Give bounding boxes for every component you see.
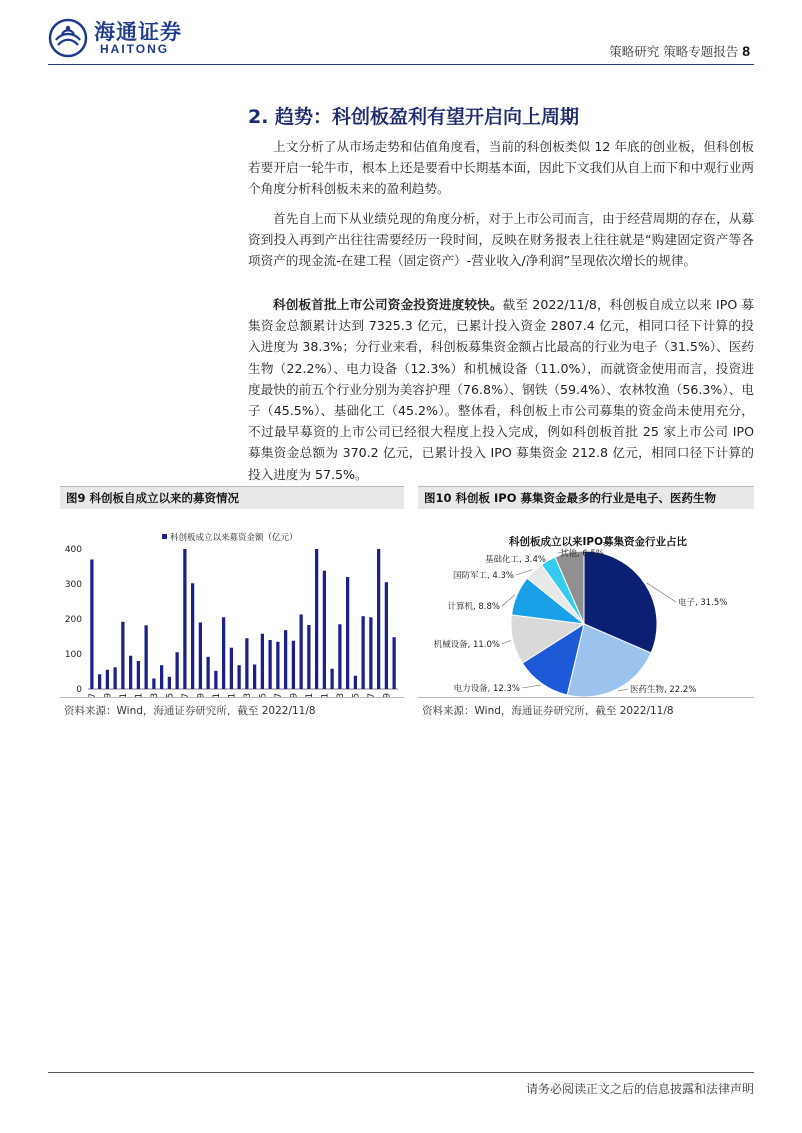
brand-name-cn: 海通证券 [94,19,182,44]
x-tick-label [336,693,346,697]
x-tick-label [196,693,206,697]
y-tick-label: 100 [64,650,82,660]
bar [183,549,186,689]
paragraph-3 [248,294,754,485]
header-divider [48,64,754,65]
x-tick-label [119,693,129,697]
pie-slice-label: 医药生物, 22.2% [630,685,697,695]
paragraph-2-text: 首先自上而下从业绩兑现的角度分析，对于上市公司而言，由于经营周期的存在，从募资到投入再到产出往往需要经历一段时间，反映在财务报表上往往就是“购建固定资产等各项资产的现金流-在建工程（固定资产）-营业收入/净利润”呈现依次增长的规律。 [248,211,754,269]
bar [237,665,240,689]
page-number: 8 [742,43,750,59]
x-tick-label [165,693,175,697]
bar [369,617,372,689]
figure-9-title: 图9 科创板自成立以来的募资情况 [60,487,404,509]
bar [121,622,124,689]
figure-10-source: 资料来源：Wind，海通证券研究所，截至 2022/11/8 [422,705,674,717]
x-tick-label [88,693,98,697]
paragraph-1-text: 上文分析了从市场走势和估值角度看，当前的科创板类似 12 年底的创业板，但科创板若要开启一轮牛市，根本上还是要看中长期基本面，因此下文我们从自上而下和中观行业两个角度分析科创板未来的盈利趋势。 [248,139,754,197]
bar [152,679,155,690]
brand-name-en: HAITONG [100,42,170,56]
x-tick-label [150,693,160,697]
bar [338,624,341,689]
fundraising-bar-chart [60,509,404,697]
y-tick-label: 300 [64,580,82,590]
pie-slice-label: 基础化工, 3.4% [485,555,546,565]
haitong-logo-icon [48,18,88,58]
bar [284,630,287,689]
x-tick-label [351,693,361,697]
bar [299,614,302,689]
bar [330,669,333,689]
bar [315,549,318,689]
bar [385,582,388,689]
x-tick-label [212,693,222,697]
pie-slice-label: 电力设备, 12.3% [453,684,520,694]
bar [245,638,248,689]
x-tick-label [320,693,330,697]
bar [175,652,178,689]
bar [377,549,380,689]
leader-line [502,595,515,606]
bar [144,625,147,689]
footer-disclaimer: 请务必阅读正文之后的信息披露和法律声明 [525,1082,754,1096]
y-tick-label: 400 [64,545,82,555]
pie-slice-label: 其他, 6.5% [560,549,604,559]
bar [199,623,202,690]
footer-divider [48,1072,754,1073]
bar [323,571,326,689]
bar [98,674,101,689]
bar [129,656,132,689]
x-tick-label [289,693,299,697]
y-tick-label: 0 [76,685,82,695]
bar [160,665,163,689]
pie-slice-label: 电子, 31.5% [678,598,728,608]
bar [191,583,194,689]
leader-line [618,689,628,691]
x-tick-label [367,693,377,697]
legend-swatch [162,534,167,539]
legend-label: 科创板成立以来募资金额（亿元） [170,533,298,543]
bar [346,577,349,689]
bar [214,671,217,689]
x-tick-label [258,693,268,697]
leader-line [522,685,540,688]
bar [361,616,364,689]
bar [307,625,310,689]
bar [230,648,233,689]
x-tick-label [181,693,191,697]
paragraph-3-text: 截至 2022/11/8，科创板自成立以来 IPO 募集资金总额累计达到 7325.3 亿元，已累计投入资金 2807.4 亿元，相同口径下计算的投入进度为 38.3%；分行业来看，科创板募集资金额占比最高的行业为电子（31.5%）、医药生物（22.2%）、电力设备（12.3%）和机械设备（11.0%），而就资金使用而言，投资进度最快的前五个行业分别为美容护理（76.8%）、钢铁（59.4%）、农林牧渔（56.3%）、电子（45.5%）、基础化工（45.2%）。整体看，科创板上市公司募集的资金尚未使用充分，不过最早募资的上市公司已经很大程度上投入完成，例如科创板首批 25 家上市公司 IPO 募集资金总额为 370.2 亿元，已累计投入 IPO 募集资金 212.8 亿元，相同口径下计算的投入进度为 57.5%。 [248,297,754,482]
bar [261,634,264,689]
paragraph-3-lead: 科创板首批上市公司资金投资进度较快。 [273,297,503,312]
section-heading: 2. 趋势：科创板盈利有望开启向上周期 [248,106,580,128]
figure-9 [60,486,404,698]
figure-10-title: 图10 科创板 IPO 募集资金最多的行业是电子、医药生物 [418,487,754,509]
pie-slice-label: 计算机, 8.8% [447,602,500,612]
bar [292,641,295,689]
bar [253,665,256,690]
pie-title: 科创板成立以来IPO募集资金行业占比 [508,536,688,548]
figure-10 [418,486,754,698]
paragraph-1 [248,136,754,200]
bar [137,661,140,689]
bar [392,637,395,689]
bar [222,617,225,689]
x-tick-label [305,693,315,697]
leader-line [502,640,511,644]
x-tick-label [382,693,392,697]
bar [276,642,279,689]
bar [106,670,109,689]
pie-slice-label: 机械设备, 11.0% [433,640,500,650]
x-tick-label [134,693,144,697]
pie-slice-label: 国防军工, 4.3% [453,571,514,581]
y-tick-label: 200 [64,615,82,625]
bar [354,676,357,689]
header-category [609,42,750,60]
bar [113,667,116,689]
bar [206,657,209,689]
x-tick-label [274,693,284,697]
paragraph-2 [248,208,754,272]
report-category: 策略研究 策略专题报告 [609,44,739,59]
figure-9-source: 资料来源：Wind，海通证券研究所，截至 2022/11/8 [64,705,316,717]
x-tick-label [103,693,113,697]
x-tick-label [243,693,253,697]
bar [90,560,93,690]
industry-pie-chart [418,509,754,697]
bar [168,677,171,689]
bar [268,640,271,689]
x-tick-label [227,693,237,697]
